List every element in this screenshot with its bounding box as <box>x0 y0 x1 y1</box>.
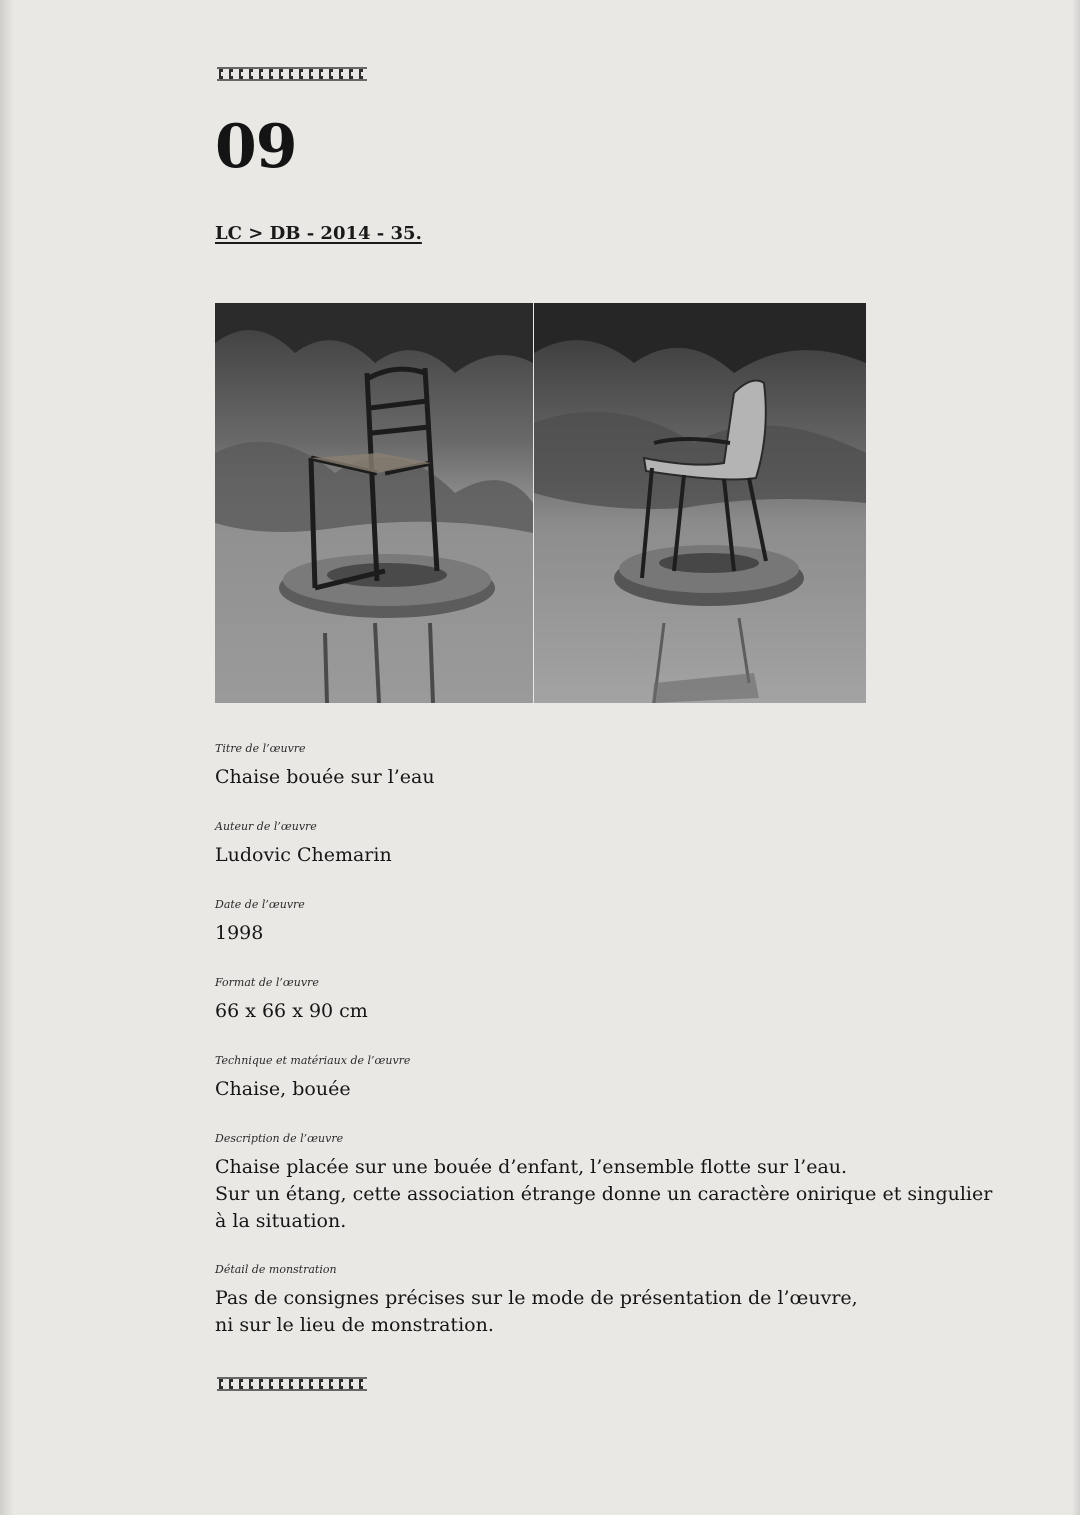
field-label: Format de l’œuvre <box>215 976 319 989</box>
field-label: Auteur de l’œuvre <box>215 820 317 833</box>
field-line: Sur un étang, cette association étrange donne un caractère onirique et singulier <box>215 1183 993 1205</box>
field-label: Technique et matériaux de l’œuvre <box>215 1054 411 1067</box>
field-label: Titre de l’œuvre <box>215 742 306 755</box>
page-binding-shadow <box>0 0 14 1515</box>
catalogue-reference: LC > DB - 2014 - 35. <box>215 223 422 244</box>
field-label: Description de l’œuvre <box>215 1132 344 1145</box>
field-line: 1998 <box>215 922 264 944</box>
field-value <box>215 998 1015 1025</box>
field-display-detail <box>215 1263 1015 1339</box>
field-value <box>215 1076 1015 1103</box>
field-value <box>215 842 1015 869</box>
page-number: 09 <box>215 112 297 182</box>
field-value <box>215 920 1015 947</box>
field-line: Ludovic Chemarin <box>215 844 392 866</box>
field-author <box>215 820 1015 869</box>
page-edge-shadow <box>1072 0 1080 1515</box>
field-line: Pas de consignes précises sur le mode de présentation de l’œuvre, <box>215 1287 858 1309</box>
field-description <box>215 1132 1015 1235</box>
field-line: Chaise bouée sur l’eau <box>215 766 435 788</box>
field-format <box>215 976 1015 1025</box>
field-value <box>215 1285 1015 1339</box>
field-label: Détail de monstration <box>215 1263 337 1276</box>
field-value <box>215 1154 1015 1235</box>
field-line: 66 x 66 x 90 cm <box>215 1000 368 1022</box>
field-date <box>215 898 1015 947</box>
field-technique <box>215 1054 1015 1103</box>
field-label: Date de l’œuvre <box>215 898 305 911</box>
field-line: à la situation. <box>215 1210 347 1232</box>
ornament-bottom-icon <box>215 1376 369 1392</box>
field-line: ni sur le lieu de monstration. <box>215 1314 494 1336</box>
field-title <box>215 742 1015 791</box>
field-line: Chaise, bouée <box>215 1078 351 1100</box>
ornament-top-icon <box>215 66 369 82</box>
field-line: Chaise placée sur une bouée d’enfant, l’ensemble flotte sur l’eau. <box>215 1156 848 1178</box>
field-value <box>215 764 1015 791</box>
chair-on-buoy-plastic-icon <box>534 303 866 703</box>
chair-on-buoy-wooden-icon <box>215 303 533 703</box>
